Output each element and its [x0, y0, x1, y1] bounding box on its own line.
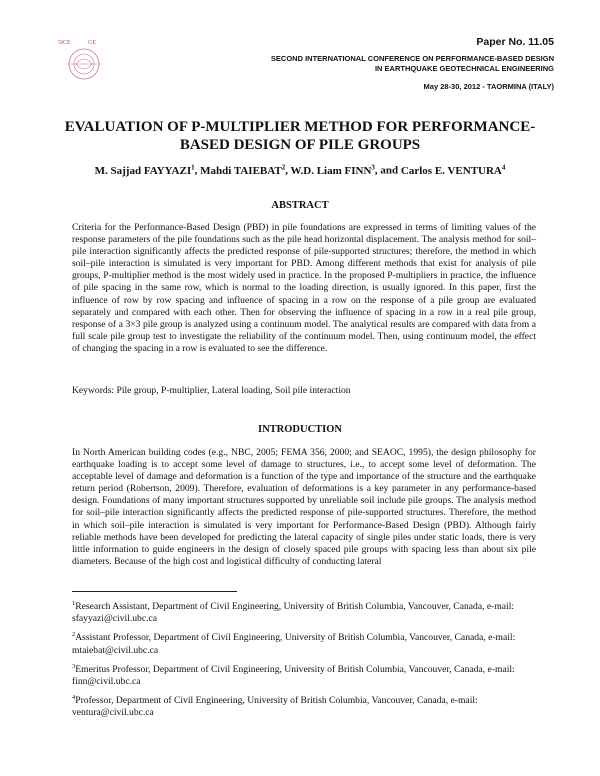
footnote-text: Research Assistant, Department of Civil Engineering, University of British Columbia, Vancouver, Canada, e-mail: sfayyazi@civil.ubc.ca [72, 601, 515, 625]
paper-title: EVALUATION OF P-MULTIPLIER METHOD FOR PERFORMANCE-BASED DESIGN OF PILE GROUPS [64, 119, 536, 153]
keywords: Keywords: Pile group, P-multiplier, Lateral loading, Soil pile interaction [72, 385, 351, 396]
footnote [72, 629, 536, 656]
svg-text:GE: GE [88, 40, 96, 46]
introduction-heading: INTRODUCTION [257, 424, 342, 435]
footnote-divider [72, 591, 237, 592]
footnotes [72, 598, 536, 724]
conference-logo [54, 36, 114, 86]
footnote-mark: 2 [72, 631, 76, 639]
footnote [72, 598, 536, 625]
introduction-body: In North American building codes (e.g., NBC, 2005; FEMA 356, 2000; and SEAOC, 1995), the design philosophy for earthquake loading is to accept some level of damage to structures, i.e., to accept some level of deformation. The acceptable level of damage and deformation is a function of the type and importance of the structure and the earthquake return period (Robertson, 2009). Therefore, evaluation of deformations is a key parameter in any performance-based design. Foundations of many important structures supported by unreliable soil include pile groups. The analysis method for soil–pile interaction significantly affects the predicted response of pile-supported structures. Therefore, the method in which soil–pile interaction is simulated is very important for Performance-Based Design (PBD). Although fairly reliable methods have been developed for predicting the lateral capacity of single piles under static loads, there is very little information to guide engineers in the design of closely spaced pile groups with spacing less than about six pile diameters. Because of the high cost and logistical difficulty of conducting lateral [72, 447, 536, 567]
author [401, 165, 505, 177]
author-affiliation-mark: 3 [371, 163, 375, 171]
abstract-body: Criteria for the Performance-Based Design (PBD) in pile foundations are expressed in terms of limiting values of the response parameters of the pile foundations such as the pile head horizontal displacement. The analysis method for soil–pile interaction significantly affects the predicted response of pile-supported structures; therefore, the method in which soil–pile interaction is simulated is very important for PBD. Among different methods that exist for analysis of pile groups, P-multiplier method is the most widely used in practice. In the proposed P-multipliers in practice, the influence of pile spacing in the same row, which is normal to the loading direction, is usually ignored. In this paper, first the influence of row by row spacing and influence of spacing in a row on the response of a pile group are evaluated separately and compared with each other. Then for observing the influence of spacing in a row in a real pile group, response of a 3×3 pile group is analyzed using a continuum model. The analytical results are compared with data from a full scale pile group test to investigate the reliability of the continuum model. Then, using continuum model, the effect of changing the spacing in a row is evaluated to see the difference. [72, 222, 536, 354]
footnote [72, 692, 536, 719]
author-name: Carlos E. VENTURA [400, 164, 502, 177]
footnote-mark: 4 [72, 694, 76, 702]
footnote-mark: 3 [72, 662, 76, 670]
abstract-heading: ABSTRACT [271, 200, 329, 211]
author [95, 165, 195, 177]
footnote [72, 661, 536, 688]
author-name: M. Sajjad FAYYAZI [94, 164, 192, 177]
footnote-text: Professor, Department of Civil Engineering, University of British Columbia, Vancouver, Canada, e-mail: ventura@civil.ubc.ca [72, 695, 478, 719]
author-affiliation-mark: 1 [191, 163, 195, 171]
author-affiliation-mark: 4 [501, 163, 506, 171]
footnote-text: Assistant Professor, Department of Civil Engineering, University of British Columbia, Vancouver, Canada, e-mail: mtaiebat@civil.ubc.ca [72, 632, 516, 656]
author-affiliation-mark: 2 [281, 163, 286, 171]
author-list: M. Sajjad FAYYAZI$^1$, Mahdi TAIEBAT$^2$, W.D. Liam FINN$^3$, and Carlos E. VENTURA$^4$ [94, 163, 506, 177]
author [291, 165, 375, 177]
footnote-text: Emeritus Professor, Department of Civil Engineering, University of British Columbia, Vancouver, Canada, e-mail: finn@civil.ubc.ca [72, 663, 515, 688]
conference-name: SECOND INTERNATIONAL CONFERENCE ON PERFORMANCE-BASED DESIGN IN EARTHQUAKE GEOTECHNICAL ENGINEERING [270, 54, 554, 73]
author-name: Mahdi TAIEBAT [200, 164, 282, 177]
svg-text:5ICE: 5ICE [58, 40, 71, 46]
author-name: W.D. Liam FINN [290, 164, 372, 177]
footnote-mark: 1 [72, 600, 76, 607]
conference-date-place: May 28-30, 2012 - TAORMINA (ITALY) [423, 82, 554, 91]
author [200, 165, 285, 177]
paper-number: Paper No. 11.05 [476, 36, 554, 48]
